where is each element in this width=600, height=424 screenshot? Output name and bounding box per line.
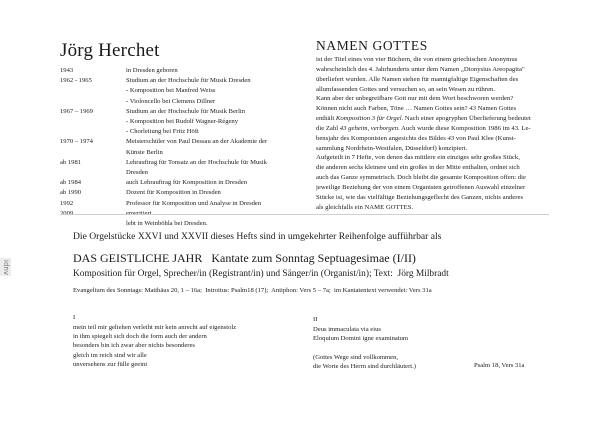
names-text-line: allumfassenden Gottes und versuchen so, an sein Wesen zu rühren. bbox=[316, 85, 495, 93]
cv-text: - Komposition bei Manfred Weiss bbox=[126, 87, 216, 95]
names-text-line: Stücke ist, wie das vielfältige Beziehungsgeflecht des Ganzen, nichts anderes bbox=[316, 193, 524, 201]
poem1-line: unversehens zur fülle geeint bbox=[73, 360, 148, 368]
cv-text: Meisterschüler von Paul Dessau an der Akademie der bbox=[126, 138, 268, 146]
names-text-line: als gleichfalls ein NAME GOTTES. bbox=[316, 203, 414, 211]
cv-year: 1962 - 1965 bbox=[60, 77, 92, 85]
poem1-line: besonders bin ich zwar aber nichts besonderes bbox=[73, 342, 195, 350]
work-title: DAS GEISTLICHE JAHR Kantate zum Sonntag Septuagesimae (I/II) bbox=[73, 251, 416, 265]
work-readings: Evangelium des Sonntags: Matthäus 20, 1 – 16a; Introitus: Psalm18 (17); Antiphon: Vers 5 – 7a; im Kantatentext verwendet: Vers 31a bbox=[73, 287, 432, 294]
cv-text: Professor für Komposition und Analyse in Dresden bbox=[126, 199, 262, 207]
cv-text: - Chorleitung bei Fritz Höft bbox=[126, 128, 199, 136]
cv-text: - Komposition bei Rudolf Wagner-Régeny bbox=[126, 118, 239, 125]
poem2-line: die Worte des Herrn sind durchläutert.) bbox=[313, 362, 416, 370]
names-text-line: die anderen sechs kleinere und ein großes in der Mitte enthalten, ordnet sich bbox=[316, 164, 520, 172]
names-text-line: die Zahl 43 geheim, verborgen. Auch wurde diese Komposition 1986 im 43. Le- bbox=[316, 124, 531, 132]
cv-year: 1967 – 1969 bbox=[60, 107, 93, 115]
cv-text: Studium an der Hochschule für Musik Berlin bbox=[126, 107, 246, 115]
cv-year: ab 1990 bbox=[60, 189, 82, 197]
poem1-line: gleich im reich sind wir alle bbox=[73, 351, 147, 359]
cv-year: 1970 – 1974 bbox=[60, 138, 93, 146]
poem2-line: Deus immaculata via eius bbox=[313, 326, 381, 333]
poem-2-reference: Psalm 18, Vers 31a bbox=[474, 362, 525, 369]
poem-1-numeral: I bbox=[73, 314, 76, 321]
work-scoring: Komposition für Orgel, Sprecher/in (Registrant/in) und Sänger/in (Organist/in); Text: Jörg Milbradt bbox=[73, 269, 449, 279]
cv-year: ab 1984 bbox=[60, 179, 82, 187]
cv-year: 1992 bbox=[60, 199, 74, 207]
cv-year: ab 1981 bbox=[60, 158, 82, 166]
names-text-line: bensjahr des Komponisten angesichts des Bildes 43 von Paul Klee (Kunst- bbox=[316, 134, 516, 142]
poem2-line: (Gottes Wege sind vollkommen, bbox=[313, 353, 399, 361]
names-text-line: Können nicht auch Farben, Töne … Namen Gottes sein? 43 Namen Gottes bbox=[316, 105, 517, 113]
composer-name: Jörg Herchet bbox=[60, 40, 160, 61]
sidebar-tab[interactable]: idnv bbox=[2, 259, 10, 275]
names-text-line: Aufgeteilt in 7 Hefte, von denen das mittlere ein einziges sehr großes Stück, bbox=[316, 154, 520, 162]
cv-text: auch Lehrauftrag für Komposition in Dresden bbox=[126, 179, 248, 187]
names-title: NAMEN GOTTES bbox=[316, 38, 428, 53]
names-text-line: Kann aber der unbegreifbare Gott nur mit dem Wort beschworen werden? bbox=[316, 95, 514, 103]
names-text-line: wahrscheinlich des 4. Jahrhunderts unter dem Namen „Dionysius Areopagita" bbox=[316, 65, 525, 73]
poem2-line bbox=[313, 343, 549, 352]
cv-text: Lehrauftrag für Tonsatz an der Hochschule für Musik bbox=[126, 158, 267, 166]
biography-list bbox=[60, 66, 310, 236]
cv-text: Dresden bbox=[126, 169, 148, 176]
names-text-line: sammlung Nordrhein-Westfalen, Düsseldorf) konzipiert. bbox=[316, 144, 468, 152]
cv-text: Künste Berlin bbox=[126, 148, 163, 156]
names-text-line: überliefert wurden. Alle Namen stehen für mannigfaltige Eigenschaften des bbox=[316, 75, 519, 83]
names-text-line: auch das Ganze symmetrisch. Doch bleibt die gesamte Komposition offen: die bbox=[316, 174, 526, 182]
cv-text: Dozent für Komposition in Dresden bbox=[126, 189, 221, 197]
names-text bbox=[316, 55, 549, 213]
cv-text: Studium an der Hochschule für Musik Dresden bbox=[126, 77, 251, 85]
poem-1 bbox=[73, 323, 303, 369]
poem1-line: mein teil mir geliehen verleiht mir kein anrecht auf eigenstolz bbox=[73, 324, 237, 331]
names-text-line: ist der Titel eines von vier Büchern, die von einem griechischen Anonymus bbox=[316, 56, 518, 63]
section-divider bbox=[60, 214, 549, 215]
cv-text: - Violoncello bei Clemens Dillner bbox=[126, 97, 216, 105]
poem2-line: Eloquium Domini igne examinatum bbox=[313, 335, 409, 343]
names-text-line: enthält Komposition 3 für Orgel. Nach einer apogryphen Überlieferung bedeutet bbox=[316, 115, 531, 123]
poem-2-numeral: II bbox=[313, 316, 318, 323]
poem1-line: in ihm spiegelt sich doch die form auch der andern bbox=[73, 333, 207, 341]
work-intro: Die Orgelstücke XXVI und XXVII dieses Hefts sind in umgekehrter Reihenfolge aufführbar als bbox=[73, 231, 442, 242]
cv-text: in Dresden geboren bbox=[126, 67, 178, 74]
cv-text: lebt in Weinböhla bei Dresden. bbox=[126, 220, 208, 227]
names-text-line: jeweilige Beziehung der von einem Organisten getroffenen Auswahl einzelner bbox=[316, 183, 526, 191]
cv-year: 1943 bbox=[60, 67, 74, 74]
